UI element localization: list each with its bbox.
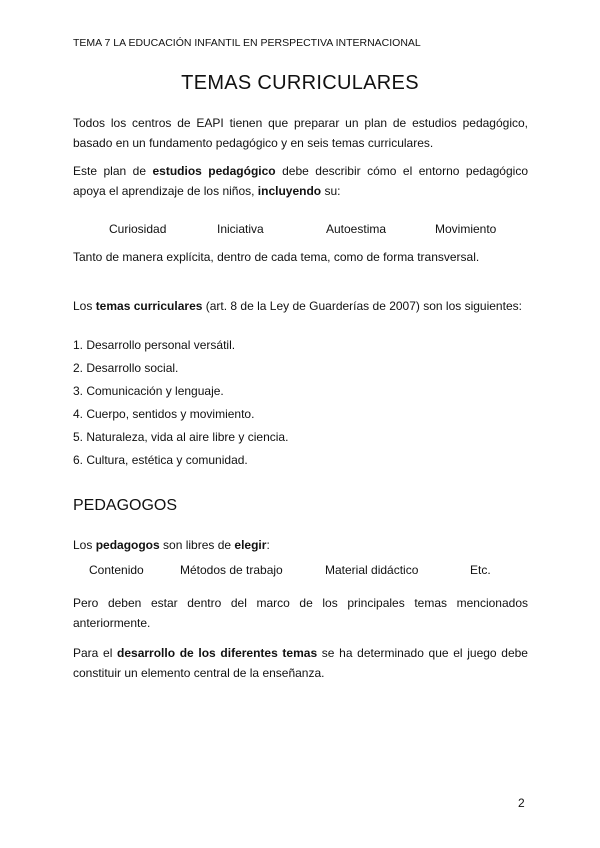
page-title: TEMAS CURRICULARES [181, 72, 419, 94]
transversal-paragraph: Tanto de manera explícita, dentro de cada tema, como de forma transversal. [73, 250, 480, 264]
themes-intro-text-2: (art. 8 de la Ley de Guarderías de 2007) son los siguientes: [202, 299, 522, 313]
choice-item: Contenido [89, 563, 144, 577]
aspect-item: Autoestima [326, 222, 387, 236]
plan-text-1: Este plan de [73, 164, 153, 178]
play-text-1: Para el [73, 646, 118, 660]
plan-text-3: su: [321, 184, 341, 198]
plan-bold-2: incluyendo [257, 184, 322, 198]
choice-item: Etc. [470, 563, 491, 577]
pedagogos-text-2: son libres de [159, 538, 235, 552]
aspects-row [73, 222, 528, 240]
intro-paragraph: Todos los centros de EAPI tienen que preparar un plan de estudios pedagógico, basado en un fundamento pedagógico y en seis temas curriculares. [73, 116, 528, 150]
aspect-item: Movimiento [435, 222, 497, 236]
pedagogos-bold-1: pedagogos [95, 538, 160, 552]
theme-item: 5. Naturaleza, vida al aire libre y ciencia. [73, 430, 289, 444]
framework-paragraph: Pero deben estar dentro del marco de los principales temas mencionados anteriormente. [73, 596, 528, 630]
pedagogos-bold-2: elegir [234, 538, 267, 552]
play-text-2: se ha determinado que el juego debe constituir un elemento central de la enseñanza. [73, 646, 528, 680]
play-bold: desarrollo de los diferentes temas [117, 646, 318, 660]
pedagogos-text-1: Los [73, 538, 96, 552]
theme-item: 1. Desarrollo personal versátil. [73, 338, 236, 352]
running-header: TEMA 7 LA EDUCACIÓN INFANTIL EN PERSPECTIVA INTERNACIONAL [73, 37, 421, 49]
page-number: 2 [518, 796, 525, 810]
section-heading-pedagogos: PEDAGOGOS [73, 497, 178, 514]
aspect-item: Curiosidad [109, 222, 167, 236]
aspect-item: Iniciativa [217, 222, 264, 236]
themes-intro-paragraph [73, 298, 528, 314]
plan-bold-1: estudios pedagógico [152, 164, 276, 178]
theme-item: 4. Cuerpo, sentidos y movimiento. [73, 407, 255, 421]
pedagogos-paragraph [73, 535, 528, 555]
choices-row [73, 563, 528, 581]
choice-item: Métodos de trabajo [180, 563, 283, 577]
plan-paragraph [73, 161, 528, 201]
play-paragraph [73, 643, 528, 683]
theme-item: 6. Cultura, estética y comunidad. [73, 453, 248, 467]
theme-item: 3. Comunicación y lenguaje. [73, 384, 224, 398]
choice-item: Material didáctico [325, 563, 419, 577]
themes-intro-text-1: Los [73, 299, 96, 313]
plan-text-2: debe describir cómo el entorno pedagógico apoya el aprendizaje de los niños, [73, 164, 528, 198]
themes-intro-bold: temas curriculares [95, 299, 203, 313]
theme-item: 2. Desarrollo social. [73, 361, 179, 375]
pedagogos-text-3: : [266, 538, 270, 552]
